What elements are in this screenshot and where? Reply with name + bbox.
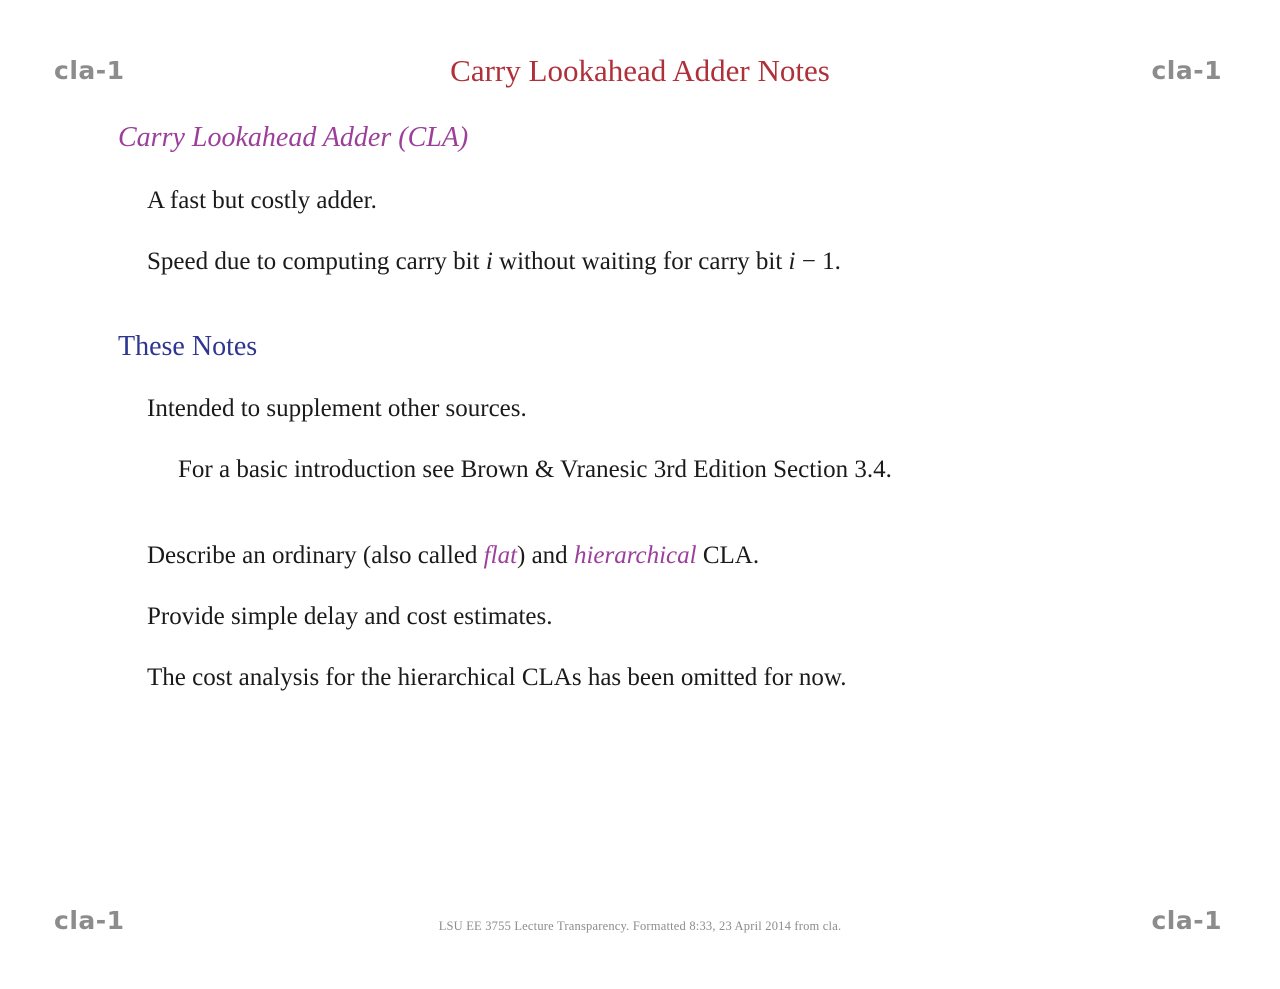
slide-id-bottom-right: cla-1 (1151, 906, 1222, 935)
math-var-i-2: i (788, 248, 796, 275)
notes-intent-line: Intended to supplement other sources. (147, 395, 527, 422)
page-title: Carry Lookahead Adder Notes (450, 53, 830, 88)
section-heading-notes: These Notes (118, 331, 258, 362)
notes-describe-line (147, 541, 759, 571)
slide-id-top-right: cla-1 (1151, 56, 1222, 85)
slide-id-bottom-left: cla-1 (54, 906, 125, 935)
notes-reference-line: For a basic introduction see Brown & Vranesic 3rd Edition Section 3.4. (178, 456, 892, 483)
math-var-i-1: i (485, 248, 493, 275)
speed-text-part-1: Speed due to computing carry bit (147, 248, 486, 275)
emph-hierarchical: hierarchical (573, 542, 697, 569)
notes-estimates-line: Provide simple delay and cost estimates. (147, 603, 553, 630)
speed-text-part-2: without waiting for carry bit (492, 248, 789, 275)
footer-text: LSU EE 3755 Lecture Transparency. Formatted 8:33, 23 April 2014 from cla. (438, 919, 842, 933)
describe-text-part-3: CLA. (696, 542, 760, 569)
notes-omitted-line: The cost analysis for the hierarchical CLAs has been omitted for now. (147, 664, 847, 691)
describe-text-part-1: Describe an ordinary (also called (147, 542, 484, 569)
slide-id-top-left: cla-1 (54, 56, 125, 85)
cla-description-line: A fast but costly adder. (147, 187, 377, 214)
cla-speed-line (147, 247, 841, 277)
section-heading-cla: Carry Lookahead Adder (CLA) (118, 122, 469, 153)
describe-text-part-2: ) and (517, 542, 574, 569)
emph-flat: flat (483, 542, 518, 569)
speed-text-part-3: − 1. (795, 248, 841, 275)
